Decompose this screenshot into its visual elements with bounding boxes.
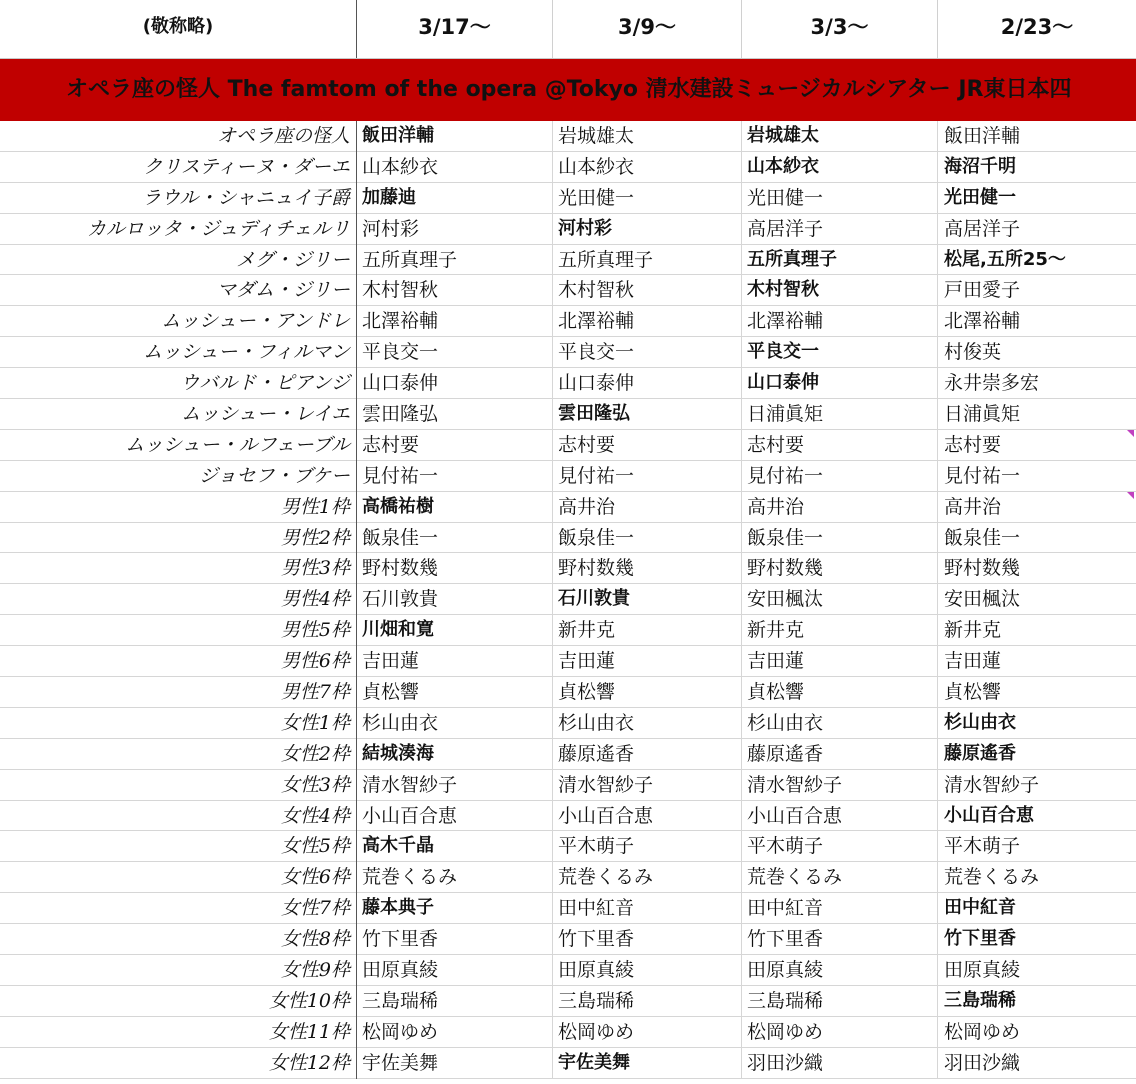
table-row [0,770,1136,801]
cast-cell[interactable]: 野村数幾 [742,553,938,584]
table-row [0,584,1136,615]
role-cell[interactable]: 女性10枠 [0,986,357,1017]
cast-cell[interactable]: 貞松響 [944,681,1002,704]
table-row [0,677,1136,708]
role-cell[interactable]: 男性2枠 [0,523,357,554]
cast-cell[interactable]: 清水智紗子 [742,770,938,801]
cast-cell[interactable]: 飯田洋輔 [357,121,553,152]
role-cell[interactable]: 女性8枠 [0,924,357,955]
table-row [0,492,1136,523]
cast-cell[interactable]: 岩城雄太 [553,121,742,152]
role-cell[interactable]: 女性4枠 [0,801,357,832]
cast-cell[interactable]: 貞松響 [553,677,742,708]
cast-cell[interactable]: 加藤迪 [357,183,553,214]
cast-cell[interactable]: 村俊英 [944,341,1002,364]
cast-cell[interactable]: 野村数幾 [357,553,553,584]
cast-cell[interactable]: 藤原遙香 [944,742,1016,764]
cast-cell[interactable]: 新井克 [553,615,742,646]
cast-cell[interactable]: 竹下里香 [357,924,553,955]
cast-cell[interactable]: 田中紅音 [742,893,938,924]
cast-cell[interactable]: 五所真理子 [553,245,742,276]
role-cell[interactable]: 男性4枠 [0,584,357,615]
cast-cell[interactable]: 荒巻くるみ [553,862,742,893]
cast-cell[interactable]: 飯泉佳一 [553,523,742,554]
role-cell[interactable]: ムッシュー・アンドレ [0,306,357,337]
table-row [0,1017,1136,1048]
role-cell[interactable]: ムッシュー・フィルマン [0,337,357,368]
cast-cell[interactable]: 宇佐美舞 [357,1048,553,1079]
cast-cell[interactable]: 宇佐美舞 [553,1048,742,1079]
table-row [0,893,1136,924]
cast-cell[interactable]: 田原真綾 [742,955,938,986]
cast-cell[interactable]: 北澤裕輔 [742,306,938,337]
cast-cell[interactable]: 竹下里香 [553,924,742,955]
date-header[interactable]: 3/9〜 [553,0,742,58]
cast-cell[interactable]: 河村彩 [357,214,553,245]
cast-cell[interactable]: 平木萌子 [553,831,742,862]
cast-cell[interactable]: 竹下里香 [944,928,1016,950]
table-row [0,245,1136,276]
cast-cell[interactable]: 高居洋子 [944,217,1021,240]
cast-cell[interactable]: 海沼千明 [944,155,1016,177]
table-row [0,275,1136,306]
table-row [0,553,1136,584]
cast-cell[interactable]: 三島瑞稀 [553,986,742,1017]
role-cell[interactable]: 女性2枠 [0,739,357,770]
cast-cell[interactable]: 岩城雄太 [742,121,938,152]
cast-cell[interactable]: 松岡ゆめ [944,1020,1021,1043]
cast-cell[interactable]: 戸田愛子 [944,279,1021,302]
cast-cell[interactable]: 飯田洋輔 [944,125,1021,147]
cast-cell[interactable]: 安田楓汰 [742,584,938,615]
cast-cell[interactable]: 荒巻くるみ [742,862,938,893]
cast-cell[interactable]: 川畑和寛 [357,615,553,646]
cast-cell[interactable]: 高井治 [742,492,938,523]
cast-cell[interactable]: 石川敦貴 [553,584,742,615]
cast-cell[interactable]: 平良交一 [742,337,938,368]
role-cell[interactable]: 女性6枠 [0,862,357,893]
cast-cell[interactable]: 木村智秋 [553,275,742,306]
table-row [0,862,1136,893]
cast-cell[interactable]: 杉山由衣 [553,708,742,739]
cast-cell[interactable]: 飯泉佳一 [357,523,553,554]
cast-cell[interactable]: 山本紗衣 [553,152,742,183]
cast-cell[interactable]: 吉田蓮 [553,646,742,677]
cast-cell[interactable]: 貞松響 [742,677,938,708]
role-cell[interactable]: ムッシュー・レイエ [0,399,357,430]
table-row [0,739,1136,770]
cast-cell[interactable]: 雲田隆弘 [357,399,553,430]
role-cell[interactable]: 男性1枠 [0,492,357,523]
role-cell[interactable]: 男性6枠 [0,646,357,677]
date-header[interactable]: 2/23〜 [1000,15,1074,39]
table-row [0,152,1136,183]
table-row [0,368,1136,399]
role-cell[interactable]: 男性5枠 [0,615,357,646]
cast-cell[interactable]: 結城湊海 [357,739,553,770]
role-cell[interactable]: ジョセフ・ブケー [0,461,357,492]
table-row [0,461,1136,492]
cast-cell[interactable]: 杉山由衣 [944,711,1016,733]
table-row [0,523,1136,554]
cast-cell[interactable]: 志村要 [357,430,553,461]
cast-cell[interactable]: 河村彩 [553,214,742,245]
cast-cell[interactable]: 平良交一 [553,337,742,368]
cast-cell[interactable]: 高木千晶 [357,831,553,862]
cast-cell[interactable]: 荒巻くるみ [944,866,1040,889]
cast-cell[interactable]: 北澤裕輔 [553,306,742,337]
cast-cell[interactable]: 山本紗衣 [742,152,938,183]
cast-cell[interactable]: 三島瑞稀 [944,989,1016,1011]
cast-cell[interactable]: 石川敦貴 [357,584,553,615]
cast-cell[interactable]: 山口泰伸 [357,368,553,399]
table-row [0,801,1136,832]
cast-cell[interactable]: 光田健一 [742,183,938,214]
cast-cell[interactable]: 貞松響 [357,677,553,708]
honorific-note[interactable]: (敬称略) [0,0,357,58]
cast-cell[interactable]: 平木萌子 [742,831,938,862]
role-cell[interactable]: ウバルド・ピアンジ [0,368,357,399]
cast-cell[interactable]: 永井崇多宏 [944,372,1040,395]
table-row [0,708,1136,739]
table-row [0,430,1136,461]
table-row [0,924,1136,955]
table-row [0,986,1136,1017]
cast-cell[interactable]: 志村要 [553,430,742,461]
title-banner[interactable] [0,59,1136,121]
cast-cell[interactable]: 山口泰伸 [742,368,938,399]
table-row [0,1048,1136,1079]
cast-cell[interactable]: 藤原遙香 [553,739,742,770]
cast-cell[interactable]: 吉田蓮 [742,646,938,677]
cast-table [0,121,1136,1079]
cast-cell[interactable]: 志村要 [944,433,1002,456]
cast-cell[interactable]: 日浦眞矩 [742,399,938,430]
cast-cell[interactable]: 山口泰伸 [553,368,742,399]
cast-cell[interactable]: 田中紅音 [944,897,1016,919]
cast-cell[interactable]: 三島瑞稀 [357,986,553,1017]
cast-cell[interactable]: 五所真理子 [357,245,553,276]
role-cell[interactable]: 女性11枠 [0,1017,357,1048]
table-row [0,214,1136,245]
role-cell[interactable]: 女性5枠 [0,831,357,862]
cast-cell[interactable]: 吉田蓮 [944,650,1002,673]
cast-cell[interactable]: 荒巻くるみ [357,862,553,893]
cast-cell[interactable]: 志村要 [742,430,938,461]
banner-title: オペラ座の怪人 The famtom of the opera @Tokyo 清水建設ミュージカルシアター JR東日本四 [66,77,1072,102]
role-cell[interactable]: オペラ座の怪人 [0,121,357,152]
cast-cell[interactable]: 北澤裕輔 [944,310,1021,333]
cast-cell[interactable]: 三島瑞稀 [742,986,938,1017]
role-cell[interactable]: マダム・ジリー [0,275,357,306]
cast-cell[interactable]: 田中紅音 [553,893,742,924]
table-row [0,646,1136,677]
cast-cell[interactable]: 平木萌子 [944,835,1021,858]
cast-cell[interactable]: 五所真理子 [742,245,938,276]
table-row [0,399,1136,430]
cast-cell[interactable]: 松岡ゆめ [357,1017,553,1048]
cast-cell[interactable]: 吉田蓮 [357,646,553,677]
role-cell[interactable]: 女性3枠 [0,770,357,801]
cast-cell[interactable]: 山本紗衣 [357,152,553,183]
cast-cell[interactable]: 小山百合恵 [944,804,1034,826]
cast-cell[interactable]: 見付祐一 [553,461,742,492]
role-cell[interactable]: 男性3枠 [0,553,357,584]
cast-cell[interactable]: 北澤裕輔 [357,306,553,337]
cast-cell[interactable]: 平良交一 [357,337,553,368]
cast-cell[interactable]: 飯泉佳一 [742,523,938,554]
role-cell[interactable]: ムッシュー・ルフェーブル [0,430,357,461]
role-cell[interactable]: 女性1枠 [0,708,357,739]
table-row [0,121,1136,152]
role-cell[interactable]: カルロッタ・ジュディチェルリ [0,214,357,245]
cast-cell[interactable]: 野村数幾 [944,557,1021,580]
cast-cell[interactable]: 小山百合恵 [742,801,938,832]
cast-cell[interactable]: 木村智秋 [357,275,553,306]
cast-cell[interactable]: 新井克 [944,619,1002,642]
role-cell[interactable]: 男性7枠 [0,677,357,708]
cast-cell[interactable]: 見付祐一 [742,461,938,492]
cast-cell[interactable]: 日浦眞矩 [944,403,1021,426]
cast-cell[interactable]: 新井克 [742,615,938,646]
table-row [0,955,1136,986]
cast-cell[interactable]: 清水智紗子 [944,773,1040,796]
cast-cell[interactable]: 杉山由衣 [742,708,938,739]
cast-cell[interactable]: 小山百合恵 [553,801,742,832]
header-row [0,0,1136,59]
cast-cell[interactable]: 高井治 [553,492,742,523]
cast-cell[interactable]: 見付祐一 [944,464,1021,487]
cast-cell[interactable]: 光田健一 [944,186,1016,208]
role-cell[interactable]: メグ・ジリー [0,245,357,276]
cast-cell[interactable]: 松岡ゆめ [742,1017,938,1048]
cast-cell[interactable]: 高橋祐樹 [357,492,553,523]
cast-cell[interactable]: 雲田隆弘 [553,399,742,430]
cast-cell[interactable]: 小山百合恵 [357,801,553,832]
cast-cell[interactable]: 藤本典子 [357,893,553,924]
cast-cell[interactable]: 光田健一 [553,183,742,214]
cast-cell[interactable]: 野村数幾 [553,553,742,584]
cast-cell[interactable]: 見付祐一 [357,461,553,492]
cast-cell[interactable]: 松尾,五所25〜 [944,248,1066,270]
cast-cell[interactable]: 羽田沙織 [742,1048,938,1079]
role-cell[interactable]: ラウル・シャニュイ子爵 [0,183,357,214]
cast-cell[interactable]: 杉山由衣 [357,708,553,739]
date-header[interactable]: 3/17〜 [357,0,553,58]
table-row [0,337,1136,368]
cast-cell[interactable]: 羽田沙織 [944,1051,1021,1074]
table-row [0,615,1136,646]
cast-cell[interactable]: 高井治 [944,495,1002,518]
cast-cell[interactable]: 清水智紗子 [357,770,553,801]
cast-cell[interactable]: 藤原遙香 [742,739,938,770]
cast-cell[interactable]: 安田楓汰 [944,588,1021,611]
table-row [0,306,1136,337]
cast-cell[interactable]: 木村智秋 [742,275,938,306]
table-row [0,183,1136,214]
cast-cell[interactable]: 高居洋子 [742,214,938,245]
cast-cell[interactable]: 田原真綾 [944,959,1021,982]
role-cell[interactable]: 女性12枠 [0,1048,357,1079]
cast-cell[interactable]: 田原真綾 [357,955,553,986]
cast-cell[interactable]: 清水智紗子 [553,770,742,801]
table-row [0,831,1136,862]
role-cell[interactable]: クリスティーヌ・ダーエ [0,152,357,183]
cast-cell[interactable]: 田原真綾 [553,955,742,986]
cast-cell[interactable]: 飯泉佳一 [944,526,1021,549]
cast-cell[interactable]: 松岡ゆめ [553,1017,742,1048]
cast-cell[interactable]: 竹下里香 [742,924,938,955]
role-cell[interactable]: 女性7枠 [0,893,357,924]
date-header[interactable]: 3/3〜 [742,0,938,58]
role-cell[interactable]: 女性9枠 [0,955,357,986]
